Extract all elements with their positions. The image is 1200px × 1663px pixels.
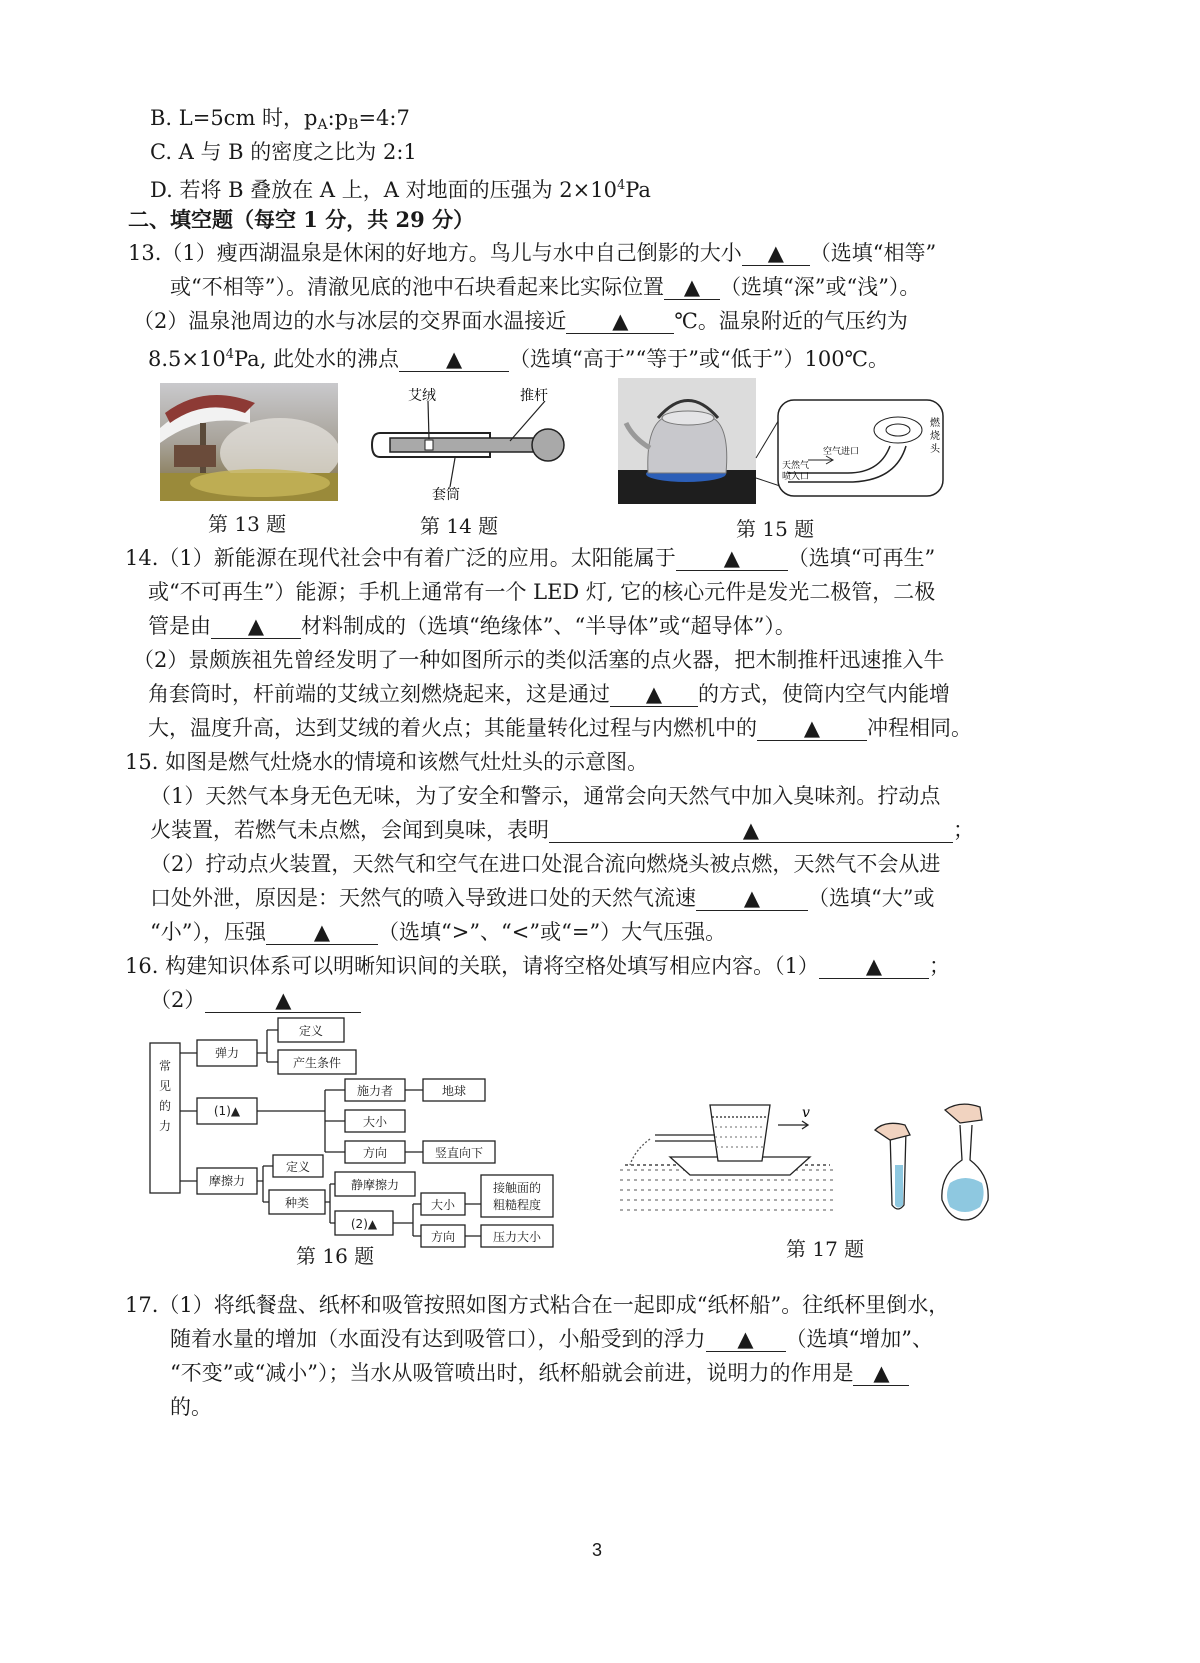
q13-line3: （2）温泉池周边的水与冰层的交界面水温接近 ▲ ℃。温泉附近的气压约为 bbox=[133, 309, 908, 333]
q13-line2: 或“不相等”）。清澈见底的池中石块看起来比实际位置 ▲ （选填“深”或“浅”）。 bbox=[170, 275, 921, 299]
q13-line4: $8.5\times 10^4Pa$, 此处水的沸点 ▲ （选填“高于”“等于”或“低于”）100℃。 bbox=[148, 347, 890, 371]
svg-text:方向: 方向 bbox=[362, 1146, 388, 1160]
option-d: D. 若将 B 叠放在 A 上，A 对地面的压强为 $2\times 10^4Pa$ bbox=[150, 178, 651, 202]
svg-text:烧: 烧 bbox=[930, 431, 940, 442]
answer-blank[interactable]: ▲ bbox=[664, 275, 720, 300]
answer-blank[interactable]: ▲ bbox=[610, 682, 698, 707]
q17-line3: “不变”或“减小”）；当水从吸管喷出时，纸杯船就会前进，说明力的作用是 ▲ bbox=[170, 1358, 909, 1388]
svg-text:大小: 大小 bbox=[362, 1115, 388, 1129]
option-b: B. L=5cm 时，$p_A:p_B=4:7$ bbox=[150, 106, 410, 133]
svg-text:燃: 燃 bbox=[930, 418, 940, 429]
q16-line1: 16. 构建知识体系可以明晰知识间的关联，请将空格处填写相应内容。（1） ▲ ； bbox=[125, 954, 950, 978]
caption-fig17: 第 17 题 bbox=[786, 1237, 865, 1261]
svg-text:定义: 定义 bbox=[298, 1024, 324, 1038]
answer-blank[interactable]: ▲ bbox=[205, 988, 361, 1013]
svg-text:大小: 大小 bbox=[430, 1198, 456, 1212]
answer-blank[interactable]: ▲ bbox=[706, 1327, 786, 1352]
q14-line5: 角套筒时，杆前端的艾绒立刻燃烧起来，这是通过 ▲ 的方式，使筒内空气内能增 bbox=[148, 682, 950, 706]
q14-line2: 或“不可再生”）能源；手机上通常有一个 LED 灯, 它的核心元件是发光二极管，二极 bbox=[148, 580, 936, 604]
q14-line6: 大，温度升高，达到艾绒的着火点；其能量转化过程与内燃机中的 ▲ 冲程相同。 bbox=[148, 716, 972, 740]
label-tuigan: 推杆 bbox=[520, 388, 548, 404]
answer-blank[interactable]: ▲ bbox=[549, 818, 953, 843]
svg-text:弹力: 弹力 bbox=[214, 1046, 240, 1060]
q15-line1: 15. 如图是燃气灶烧水的情境和该燃气灶灶头的示意图。 bbox=[125, 750, 649, 774]
svg-text:施力者: 施力者 bbox=[356, 1084, 394, 1098]
answer-blank[interactable]: ▲ bbox=[696, 886, 808, 911]
q15-line2: （1）天然气本身无色无味，为了安全和警示，通常会向天然气中加入臭味剂。拧动点 bbox=[150, 784, 941, 808]
label-airong: 艾绒 bbox=[408, 388, 436, 404]
svg-text:天然气: 天然气 bbox=[782, 461, 810, 471]
q14-line4: （2）景颇族祖先曾经发明了一种如图所示的类似活塞的点火器，把木制推杆迅速推入牛 bbox=[133, 648, 945, 672]
svg-text:地球: 地球 bbox=[441, 1084, 467, 1098]
svg-text:定义: 定义 bbox=[285, 1160, 311, 1174]
svg-text:的: 的 bbox=[158, 1099, 172, 1113]
answer-blank[interactable]: ▲ bbox=[853, 1361, 909, 1386]
svg-text:产生条件: 产生条件 bbox=[292, 1056, 342, 1070]
caption-fig15: 第 15 题 bbox=[736, 517, 815, 541]
answer-blank[interactable]: ▲ bbox=[399, 347, 509, 372]
svg-text:力: 力 bbox=[158, 1119, 172, 1133]
q13-line1: 13.（1）瘦西湖温泉是休闲的好地方。鸟儿与水中自己倒影的大小 ▲ （选填“相等” bbox=[128, 241, 937, 265]
answer-blank[interactable]: ▲ bbox=[757, 716, 867, 741]
svg-text:(2)▲: (2)▲ bbox=[350, 1217, 378, 1231]
q15-line5: 口处外泄，原因是：天然气的喷入导致进口处的天然气流速 ▲ （选填“大”或 bbox=[150, 886, 935, 910]
option-c: C. A 与 B 的密度之比为 2:1 bbox=[150, 140, 417, 164]
caption-fig16: 第 16 题 bbox=[296, 1244, 375, 1268]
q16-line2: （2） ▲ bbox=[150, 985, 361, 1015]
svg-text:见: 见 bbox=[158, 1079, 172, 1093]
answer-blank[interactable]: ▲ bbox=[566, 309, 674, 334]
svg-text:压力大小: 压力大小 bbox=[492, 1230, 542, 1244]
answer-blank[interactable]: ▲ bbox=[742, 241, 810, 266]
svg-text:方向: 方向 bbox=[430, 1230, 456, 1244]
page-number: 3 bbox=[592, 1540, 603, 1560]
svg-text:接触面的: 接触面的 bbox=[492, 1181, 542, 1195]
svg-text:(1)▲: (1)▲ bbox=[213, 1104, 241, 1118]
svg-text:种类: 种类 bbox=[284, 1196, 310, 1210]
q15-line3: 火装置，若燃气未点燃，会闻到臭味，表明 ▲ ； bbox=[150, 818, 974, 842]
q15-line6: “小”），压强 ▲ （选填“>”、“<”或“=”）大气压强。 bbox=[150, 920, 727, 944]
svg-text:空气进口: 空气进口 bbox=[823, 447, 860, 457]
svg-text:v: v bbox=[802, 1105, 810, 1121]
label-taotong: 套筒 bbox=[432, 487, 460, 501]
q14-line3: 管是由 ▲ 材料制成的（选填“绝缘体”、“半导体”或“超导体”）。 bbox=[148, 614, 796, 638]
svg-text:摩擦力: 摩擦力 bbox=[208, 1174, 246, 1188]
hot-spring-photo bbox=[160, 383, 338, 501]
answer-blank[interactable]: ▲ bbox=[266, 920, 378, 945]
caption-fig13: 第 13 题 bbox=[208, 512, 287, 536]
svg-text:竖直向下: 竖直向下 bbox=[434, 1146, 484, 1160]
fire-piston-diagram bbox=[370, 383, 570, 501]
gas-stove-diagram bbox=[618, 378, 948, 504]
svg-text:喷入口: 喷入口 bbox=[782, 472, 810, 482]
q14-line1: 14.（1）新能源在现代社会中有着广泛的应用。太阳能属于 ▲ （选填“可再生” bbox=[125, 546, 936, 570]
svg-text:头: 头 bbox=[930, 444, 940, 455]
q17-line4: 的。 bbox=[170, 1395, 212, 1419]
paper-cup-boat-diagram bbox=[620, 1095, 1020, 1225]
svg-text:静摩擦力: 静摩擦力 bbox=[350, 1178, 400, 1192]
q17-line2: 随着水量的增加（水面没有达到吸管口），小船受到的浮力 ▲ （选填“增加”、 bbox=[170, 1327, 933, 1351]
answer-blank[interactable]: ▲ bbox=[211, 614, 301, 639]
answer-blank[interactable]: ▲ bbox=[819, 954, 929, 979]
q17-line1: 17.（1）将纸餐盘、纸杯和吸管按照如图方式粘合在一起即成“纸杯船”。往纸杯里倒水， bbox=[125, 1293, 950, 1317]
section-heading: 二、填空题（每空 1 分，共 29 分） bbox=[128, 207, 475, 232]
knowledge-tree-diagram bbox=[145, 1015, 565, 1253]
answer-blank[interactable]: ▲ bbox=[676, 546, 788, 571]
caption-fig14: 第 14 题 bbox=[420, 514, 499, 538]
q15-line4: （2）拧动点火装置，天然气和空气在进口处混合流向燃烧头被点燃，天然气不会从进 bbox=[150, 852, 941, 876]
svg-text:粗糙程度: 粗糙程度 bbox=[492, 1198, 542, 1212]
svg-text:常: 常 bbox=[158, 1059, 172, 1073]
